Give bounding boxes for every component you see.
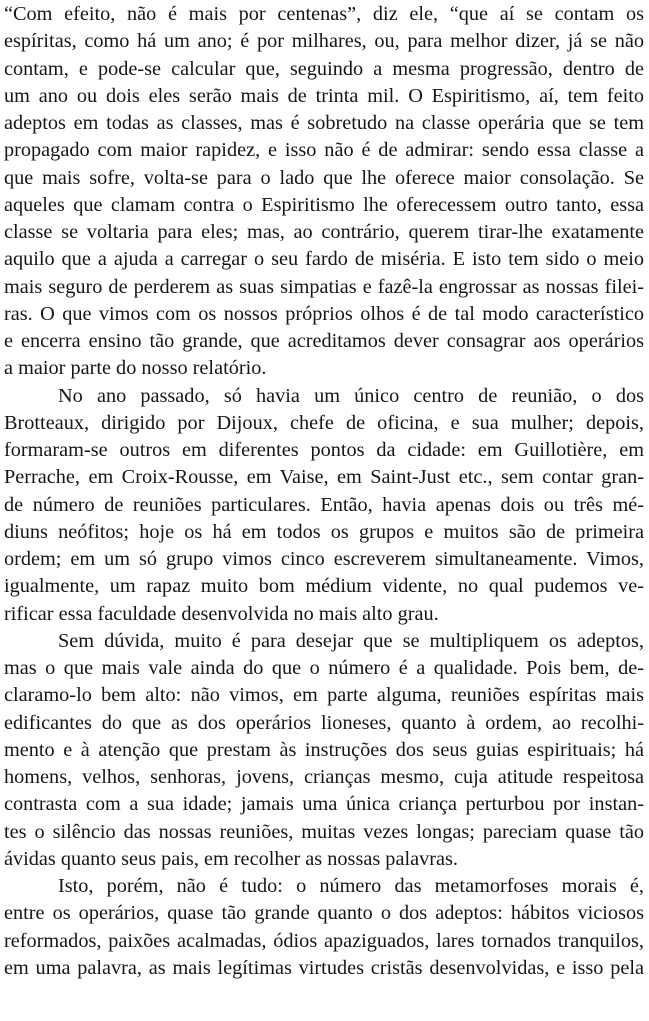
text-line: reformados, paixões acalmadas, ódios apaziguados, lares tornados tranquilos,: [4, 929, 644, 952]
text-line: mento e à atenção que prestam às instruções dos seus guias espirituais; há: [4, 738, 644, 761]
paragraph-1: [4, 1, 644, 383]
text-line: ordem; em um só grupo vimos cinco escreverem simultaneamente. Vimos,: [4, 548, 644, 570]
text-line: homens, velhos, senhoras, jovens, crianças mesmo, cuja atitude respeitosa: [4, 766, 644, 788]
paragraph-2: [4, 383, 644, 628]
text-line: claramo-lo bem alto: não vimos, em parte alguma, reuniões espíritas mais: [4, 684, 644, 707]
paragraph-4: [4, 873, 644, 982]
text-line: espíritas, como há um ano; é por milhares, ou, para melhor dizer, já se não: [4, 30, 644, 53]
text-line: mais seguro de perderem as suas simpatias e fazê-la engrossar as nossas filei-: [4, 275, 644, 298]
paragraph-3: [4, 628, 644, 873]
text-line: contrasta com a sua idade; jamais uma única criança perturbou por instan-: [4, 793, 644, 816]
text-line: tes o silêncio das nossas reuniões, muitas vezes longas; pareciam quase tão: [4, 820, 644, 843]
text-line: No ano passado, só havia um único centro de reunião, o dos: [58, 384, 644, 407]
text-line: a maior parte do nosso relatório.: [4, 357, 267, 380]
text-line: mas o que mais vale ainda do que o número é a qualidade. Pois bem, de-: [4, 657, 644, 679]
text-line: “Com efeito, não é mais por centenas”, diz ele, “que aí se contam os: [4, 3, 644, 25]
text-line: Isto, porém, não é tudo: o número das metamorfoses morais é,: [58, 875, 644, 897]
text-line: de número de reuniões particulares. Então, havia apenas dois ou três mé-: [4, 493, 644, 516]
text-line: ávidas quanto seus pais, em recolher as nossas palavras.: [4, 847, 458, 870]
text-line: e encerra ensino tão grande, que acreditamos dever consagrar aos operários: [4, 330, 644, 352]
text-line: classe se voltaria para eles; mas, ao contrário, querem tirar-lhe exatamente: [4, 221, 644, 243]
text-line: Perrache, em Croix-Rousse, em Vaise, em Saint-Just etc., sem contar gran-: [4, 466, 644, 489]
document-page: [4, 1, 644, 982]
text-line: ras. O que vimos com os nossos próprios olhos é de tal modo característico: [4, 302, 644, 325]
text-line: Brotteaux, dirigido por Dijoux, chefe de oficina, e sua mulher; depois,: [4, 411, 644, 434]
text-line: igualmente, um rapaz muito bom médium vidente, no qual pudemos ve-: [4, 575, 644, 598]
text-line: um ano ou dois eles serão mais de trinta mil. O Espiritismo, aí, tem feito: [4, 84, 644, 107]
text-line: rificar essa faculdade desenvolvida no mais alto grau.: [4, 602, 439, 625]
text-line: diuns neófitos; hoje os há em todos os grupos e muitos são de primeira: [4, 520, 644, 543]
text-line: em uma palavra, as mais legítimas virtudes cristãs desenvolvidas, e isso pela: [4, 956, 644, 979]
text-line: que mais sofre, volta-se para o lado que lhe oferece maior consolação. Se: [4, 166, 644, 189]
text-line: propagado com maior rapidez, e isso não é de admirar: sendo essa classe a: [4, 139, 644, 162]
text-line: aquilo que a ajuda a carregar o seu fardo de miséria. E isto tem sido o meio: [4, 248, 644, 271]
text-line: adeptos em todas as classes, mas é sobretudo na classe operária que se tem: [4, 112, 644, 134]
text-line: aqueles que clamam contra o Espiritismo lhe oferecessem outro tanto, essa: [4, 193, 644, 216]
text-line: edificantes do que as dos operários lioneses, quanto à ordem, ao recolhi-: [4, 711, 644, 734]
text-line: entre os operários, quase tão grande quanto o dos adeptos: hábitos viciosos: [4, 902, 644, 925]
text-line: Sem dúvida, muito é para desejar que se multipliquem os adeptos,: [58, 629, 644, 652]
text-line: formaram-se outros em diferentes pontos da cidade: em Guillotière, em: [4, 439, 644, 461]
text-line: contam, e pode-se calcular que, seguindo a mesma progressão, dentro de: [4, 57, 644, 80]
